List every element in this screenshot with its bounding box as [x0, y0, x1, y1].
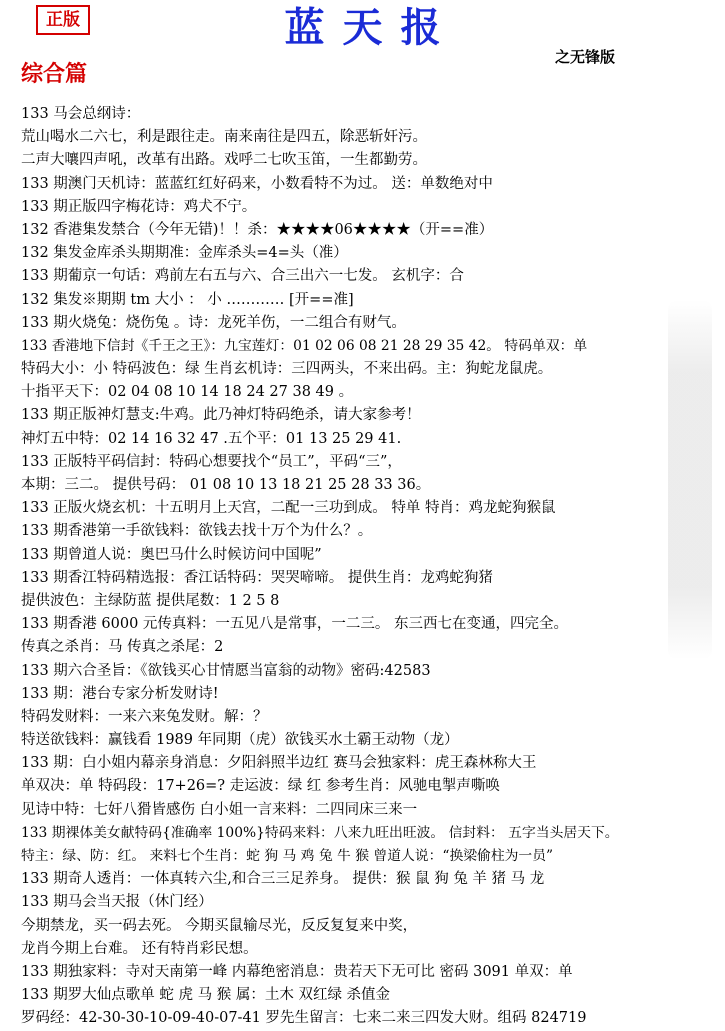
text-line: 荒山喝水二六七，利是跟往走。南来南往是四五，除恶斩奸污。: [21, 129, 427, 146]
text-line: 133 期葡京一句话：鸡前左右五与六、合三出六一七发。 玄机字：合: [21, 268, 464, 285]
text-line: 132 集发金库杀头期期准：金库杀头=4=头（准）: [21, 245, 348, 262]
text-line: 特码发财料：一来六来兔发财。解：？: [21, 708, 268, 725]
text-line: 133 期：港台专家分析发财诗!: [21, 685, 219, 702]
text-line: 133 期正版四字梅花诗：鸡犬不宁。: [21, 198, 257, 215]
text-line: 特主：绿、防：红。 来料七个生肖：蛇 狗 马 鸡 兔 牛 猴 曾道人说：“换梁偷柱为一员”: [21, 848, 554, 864]
document-body: [21, 103, 711, 1031]
text-line: 133 期正版神灯慧支:牛鸡。此乃神灯特码绝杀，请大家参考！: [21, 407, 421, 424]
text-line: 传真之杀肖：马 传真之杀尾：2: [21, 639, 224, 656]
text-line: 特码大小：小 特码波色：绿 生肖玄机诗：三四两头，不来出码。主：狗蛇龙鼠虎。: [21, 361, 553, 378]
text-line: 133 期六合圣旨：《欲钱买心甘情愿当富翁的动物》密码:42583: [21, 662, 431, 679]
text-line: 133 期曾道人说：奥巴马什么时候访问中国呢”: [21, 546, 322, 563]
text-line: 133 期马会当天报（休门经）: [21, 894, 213, 911]
text-line: 今期禁龙，买一码去死。 今期买鼠输尽光，反反复复来中奖，: [21, 917, 418, 934]
text-line: 133 马会总纲诗：: [21, 106, 141, 122]
section-heading: 综合篇: [21, 62, 88, 87]
page-title: 蓝天报: [284, 5, 459, 51]
text-line: 133 期香港 6000 元传真料：一五见八是常事，一二三。 东三西七在变通，四完全。: [21, 616, 569, 633]
text-line: 十指平天下：02 04 08 10 14 18 24 27 38 49 。: [21, 384, 354, 401]
text-line: 133 期独家料：寺对天南第一峰 内幕绝密消息：贵若天下无可比 密码 3091 单双：单: [21, 963, 573, 980]
text-line: 133 正版火烧玄机：十五明月上天宫，二配一三功到成。 特单 特肖：鸡龙蛇狗猴鼠: [21, 500, 556, 517]
text-line: 133 期裸体美女献特码{准确率 100%}特码来料：八来九旺出旺波。 信封料： 五字当头居天下。: [21, 824, 619, 841]
text-line: 133 正版特平码信封：特码心想要找个“员工”，平码“三”，: [21, 453, 402, 470]
text-line: 单双决：单 特码段：17+26=? 走运波：绿 红 参考生肖：风驰电掣声嘶唤: [21, 778, 500, 795]
text-line: 133 期：白小姐内幕亲身消息：夕阳斜照半边红 赛马会独家料：虎王森林称大王: [21, 755, 537, 772]
text-line: 132 集发※期期 tm 大小 ： 小 ………… [开==准]: [21, 291, 354, 308]
text-line: 提供波色：主绿防蓝 提供尾数：1 2 5 8: [21, 592, 280, 609]
text-line: 罗码经：42-30-30-10-09-40-07-41 罗先生留言：七来二来三四发大财。组码 824719: [21, 1010, 587, 1027]
edition-label: 之无锋版: [555, 48, 616, 66]
text-line: 特送欲钱料：赢钱看 1989 年同期（虎）欲钱买水土霸王动物（龙）: [21, 732, 459, 749]
text-line: 132 香港集发禁合（今年无错)！！杀：★★★★06★★★★（开==准）: [21, 221, 494, 238]
text-line: 133 期奇人透肖：一体真转六尘,和合三三足养身。 提供：猴 鼠 狗 兔 羊 猪 马 龙: [21, 871, 545, 888]
text-line: 神灯五中特：02 14 16 32 47 .五个平：01 13 25 29 41.: [21, 430, 402, 447]
text-line: 本期：三二。 提供号码： 01 08 10 13 18 21 25 28 33 36。: [21, 477, 431, 493]
text-line: 龙肖今期上台难。 还有特肖彩民想。: [21, 940, 258, 957]
text-line: 133 期火烧兔：烧伤兔 。诗：龙死羊伤，一二组合有财气。: [21, 314, 406, 331]
edition-badge: 正版: [36, 5, 90, 35]
text-line: 133 期香江特码精选报：香江话特码：哭哭啼啼。 提供生肖：龙鸡蛇狗猪: [21, 569, 493, 586]
text-line: 133 期罗大仙点歌单 蛇 虎 马 猴 属：土木 双红绿 杀值金: [21, 987, 391, 1004]
text-line: 133 期香港第一手欲钱料：欲钱去找十万个为什么？。: [21, 523, 373, 540]
text-line: 见诗中特：七奸八猾皆感伤 白小姐一言来料：二四同床三来一: [21, 801, 418, 818]
text-line: 133 期澳门天机诗：蓝蓝红红好码来，小数看特不为过。 送：单数绝对中: [21, 175, 493, 192]
text-line: 133 香港地下信封《千王之王》：九宝莲灯：01 02 06 08 21 28 29 35 42。 特码单双：单: [21, 337, 588, 354]
text-line: 二声大嚷四声吼，改革有出路。戏呼二七吹玉笛，一生都勤劳。: [21, 152, 427, 169]
